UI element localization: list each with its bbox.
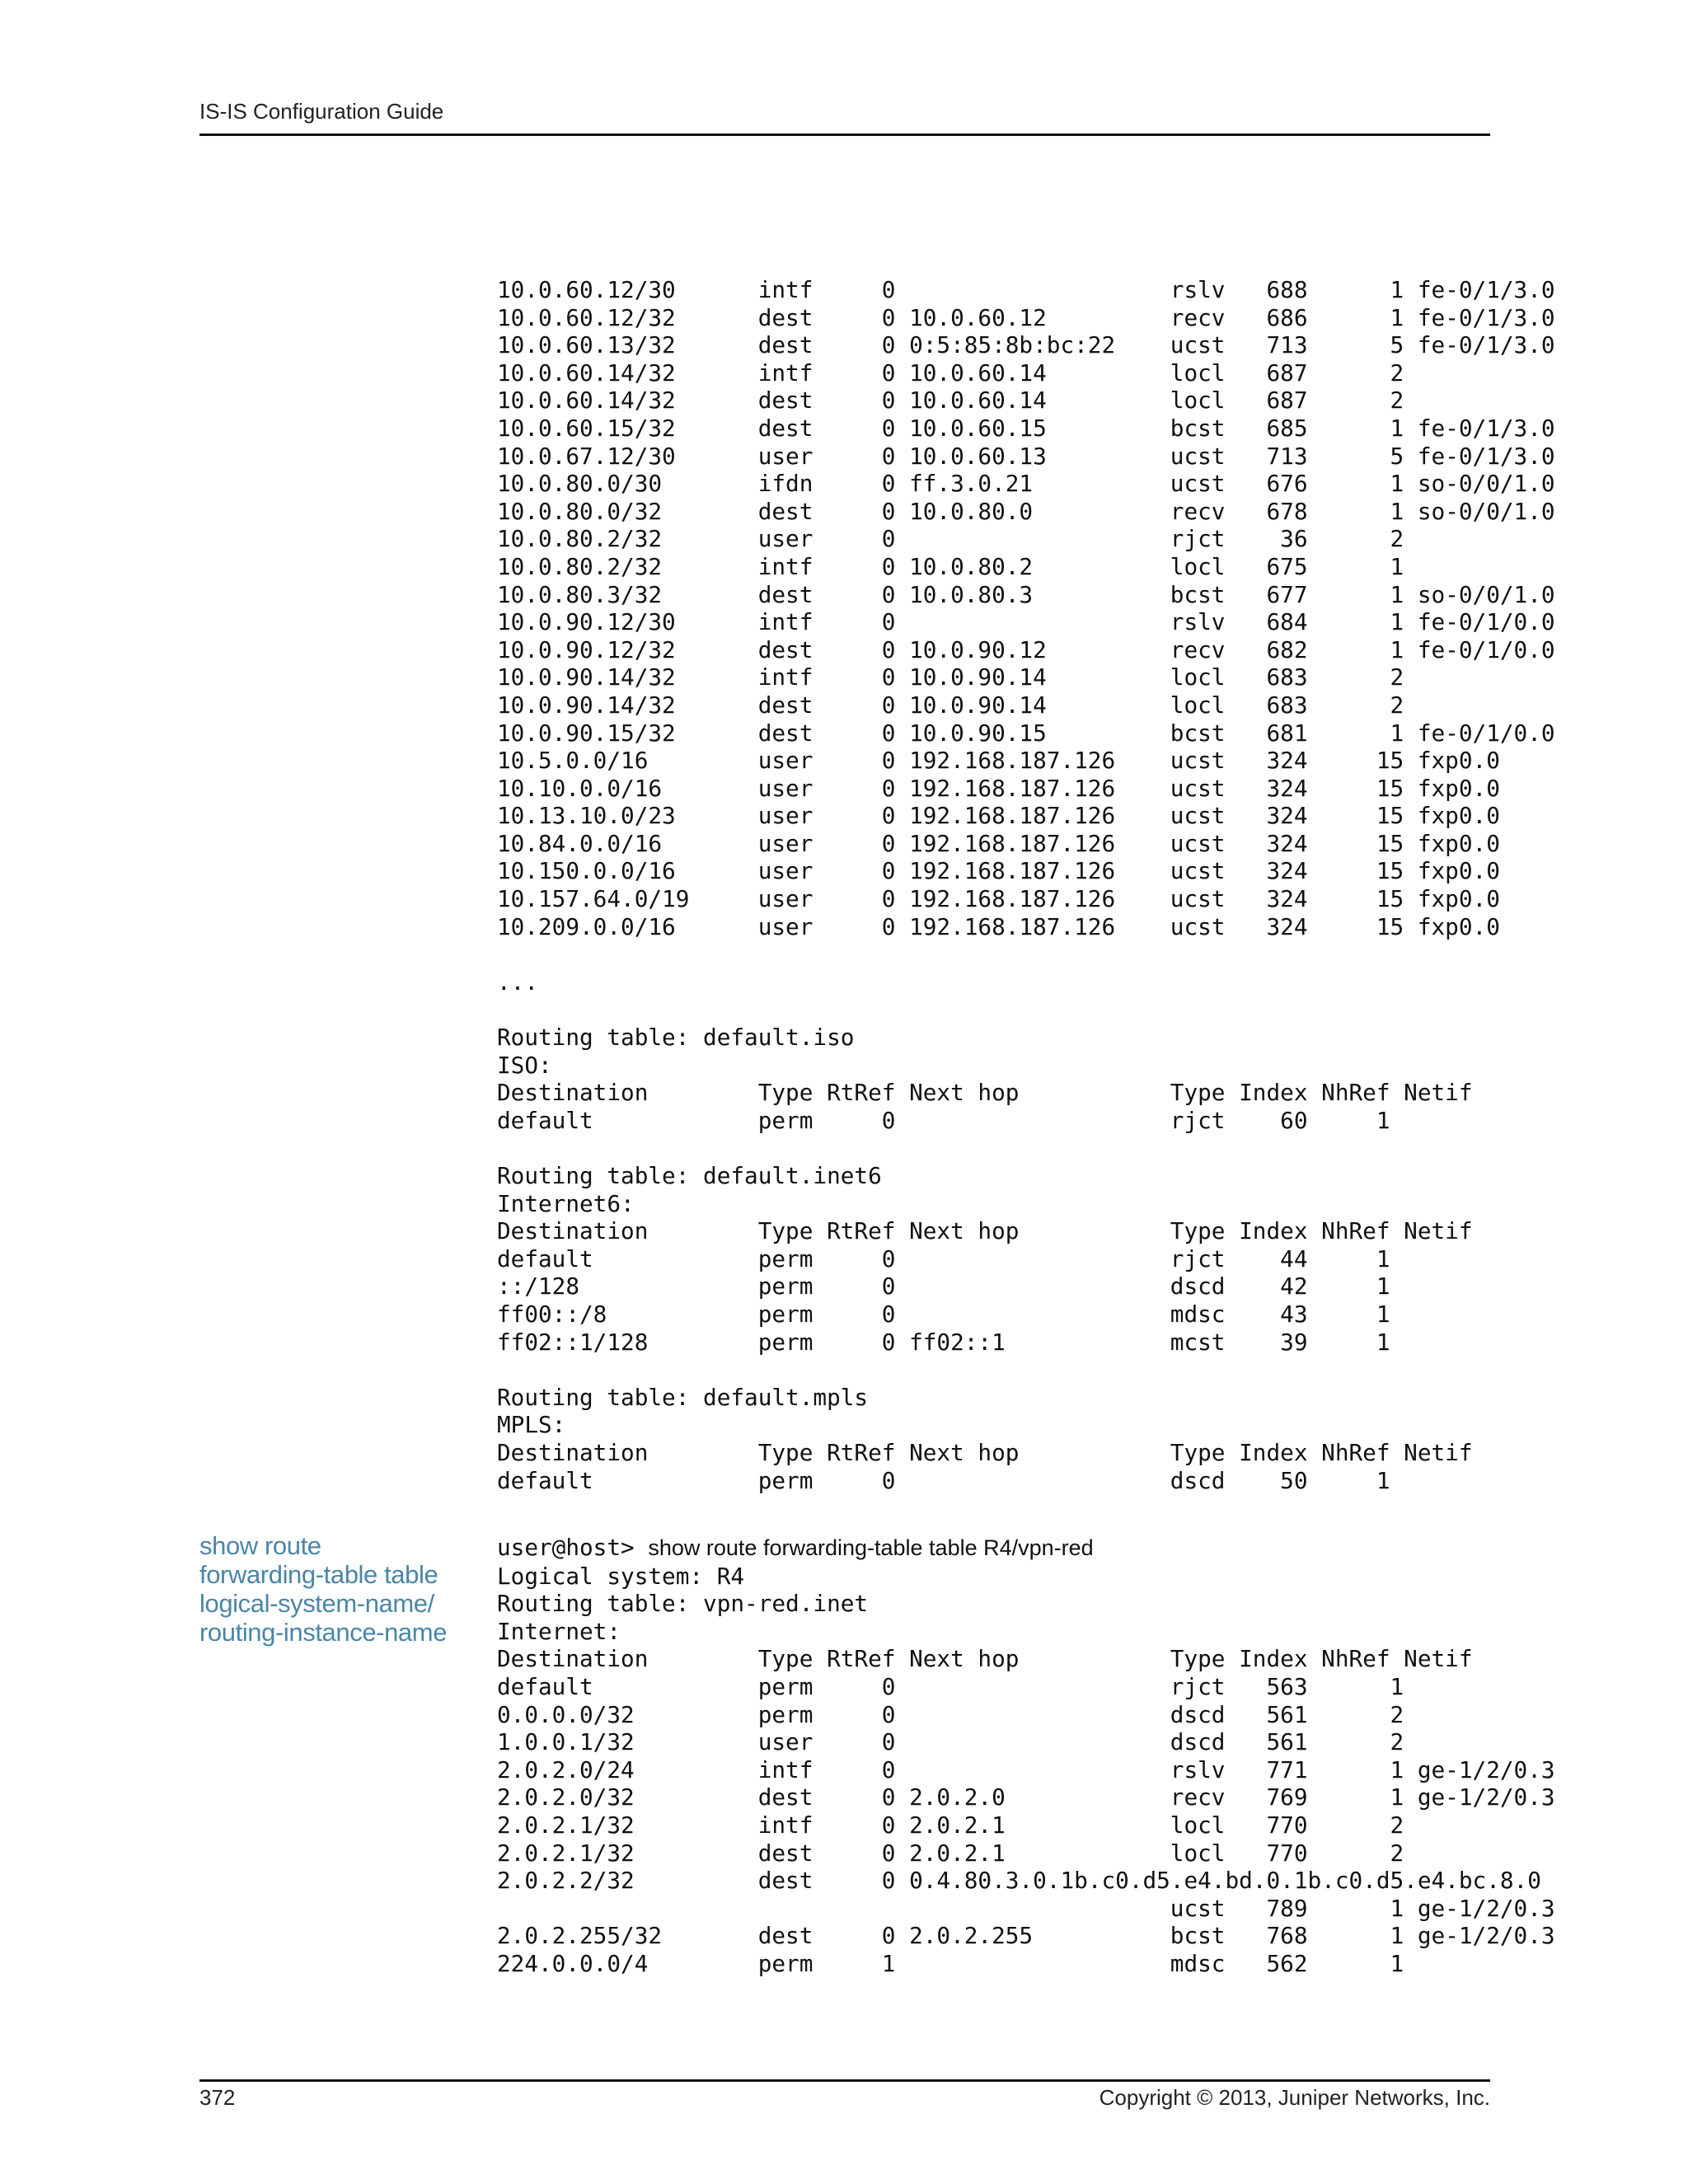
cli-prompt: user@host> bbox=[497, 1534, 649, 1561]
footer-rule bbox=[199, 2079, 1490, 2082]
example-heading-line: routing-instance-name bbox=[199, 1618, 448, 1647]
example-output: Logical system: R4 Routing table: vpn-red.inet Internet: Destination Type RtRef Next hop Type Index NhRef Netif default perm 0 rjct 563 1 0.0.0.0/32 perm 0 dscd 561 2 1.0.0.1/32 user 0 dscd 561 2 2.0.2.0/24 intf 0 rslv 771 1 ge-1/2/0.3 2.0.2.0/32 dest 0 2.0.2.0 recv 769 1 ge-1/2/0.3 2.0.2.1/32 intf 0 2.0.2.1 locl 770 2 2.0.2.1/32 dest 0 2.0.2.1 locl 770 2 2.0.2.2/32 dest 0 0.4.80.3.0.1b.c0.d5.e4.bd.0.1b.c0.d5.e4.bc.8.0 ucst 789 1 ge-1/2/0.3 2.0.2.255/32 dest 0 2.0.2.255 bcst 768 1 ge-1/2/0.3 224.0.0.0/4 perm 1 mdsc 562 1 bbox=[497, 1562, 1555, 1977]
header-rule bbox=[199, 134, 1490, 136]
routing-table-output: 10.0.60.12/30 intf 0 rslv 688 1 fe-0/1/3.0 10.0.60.12/32 dest 0 10.0.60.12 recv 686 1 fe-0/1/3.0 10.0.60.13/32 dest 0 0:5:85:8b:bc:22 ucst 713 5 fe-0/1/3.0 10.0.60.14/32 intf 0 10.0.60.14 locl 687 2 10.0.60.14/32 dest 0 10.0.60.14 locl 687 2 10.0.60.15/32 dest 0 10.0.60.15 bcst 685 1 fe-0/1/3.0 10.0.67.12/30 user 0 10.0.60.13 ucst 713 5 fe-0/1/3.0 10.0.80.0/30 ifdn 0 ff.3.0.21 ucst 676 1 so-0/0/1.0 10.0.80.0/32 dest 0 10.0.80.0 recv 678 1 so-0/0/1.0 10.0.80.2/32 user 0 rjct 36 2 10.0.80.2/32 intf 0 10.0.80.2 locl 675 1 10.0.80.3/32 dest 0 10.0.80.3 bcst 677 1 so-0/0/1.0 10.0.90.12/30 intf 0 rslv 684 1 fe-0/1/0.0 10.0.90.12/32 dest 0 10.0.90.12 recv 682 1 fe-0/1/0.0 10.0.90.14/32 intf 0 10.0.90.14 locl 683 2 10.0.90.14/32 dest 0 10.0.90.14 locl 683 2 10.0.90.15/32 dest 0 10.0.90.15 bcst 681 1 fe-0/1/0.0 10.5.0.0/16 user 0 192.168.187.126 ucst 324 15 fxp0.0 10.10.0.0/16 user 0 192.168.187.126 ucst 324 15 fxp0.0 10.13.10.0/23 user 0 192.168.187.126 ucst 324 15 fxp0.0 10.84.0.0/16 user 0 192.168.187.126 ucst 324 15 fxp0.0 10.150.0.0/16 user 0 192.168.187.126 ucst 324 15 fxp0.0 10.157.64.0/19 user 0 192.168.187.126 ucst 324 15 fxp0.0 10.209.0.0/16 user 0 192.168.187.126 ucst 324 15 fxp0.0 ... Routing table: default.iso ISO: Destination Type RtRef Next hop Type Index NhRef Netif default perm 0 rjct 60 1 Routing table: default.inet6 Internet6: Destination Type RtRef Next hop Type Index NhRef Netif default perm 0 rjct 44 1 ::/128 perm 0 dscd 42 1 ff00::/8 perm 0 mdsc 43 1 ff02::1/128 perm 0 ff02::1 mcst 39 1 Routing table: default.mpls MPLS: Destination Type RtRef Next hop Type Index NhRef Netif default perm 0 dscd 50 1 bbox=[497, 276, 1555, 1494]
example-heading-line: show route bbox=[199, 1531, 321, 1560]
example-heading-line: logical-system-name/ bbox=[199, 1589, 434, 1618]
copyright-notice: Copyright © 2013, Juniper Networks, Inc. bbox=[1099, 2085, 1490, 2110]
page-number: 372 bbox=[199, 2085, 236, 2110]
example-block bbox=[497, 1534, 1555, 1978]
example-heading bbox=[199, 1531, 471, 1647]
running-header: IS-IS Configuration Guide bbox=[199, 99, 444, 124]
example-heading-line: forwarding-table table bbox=[199, 1560, 438, 1589]
cli-command: show route forwarding-table table R4/vpn-red bbox=[648, 1535, 1094, 1560]
